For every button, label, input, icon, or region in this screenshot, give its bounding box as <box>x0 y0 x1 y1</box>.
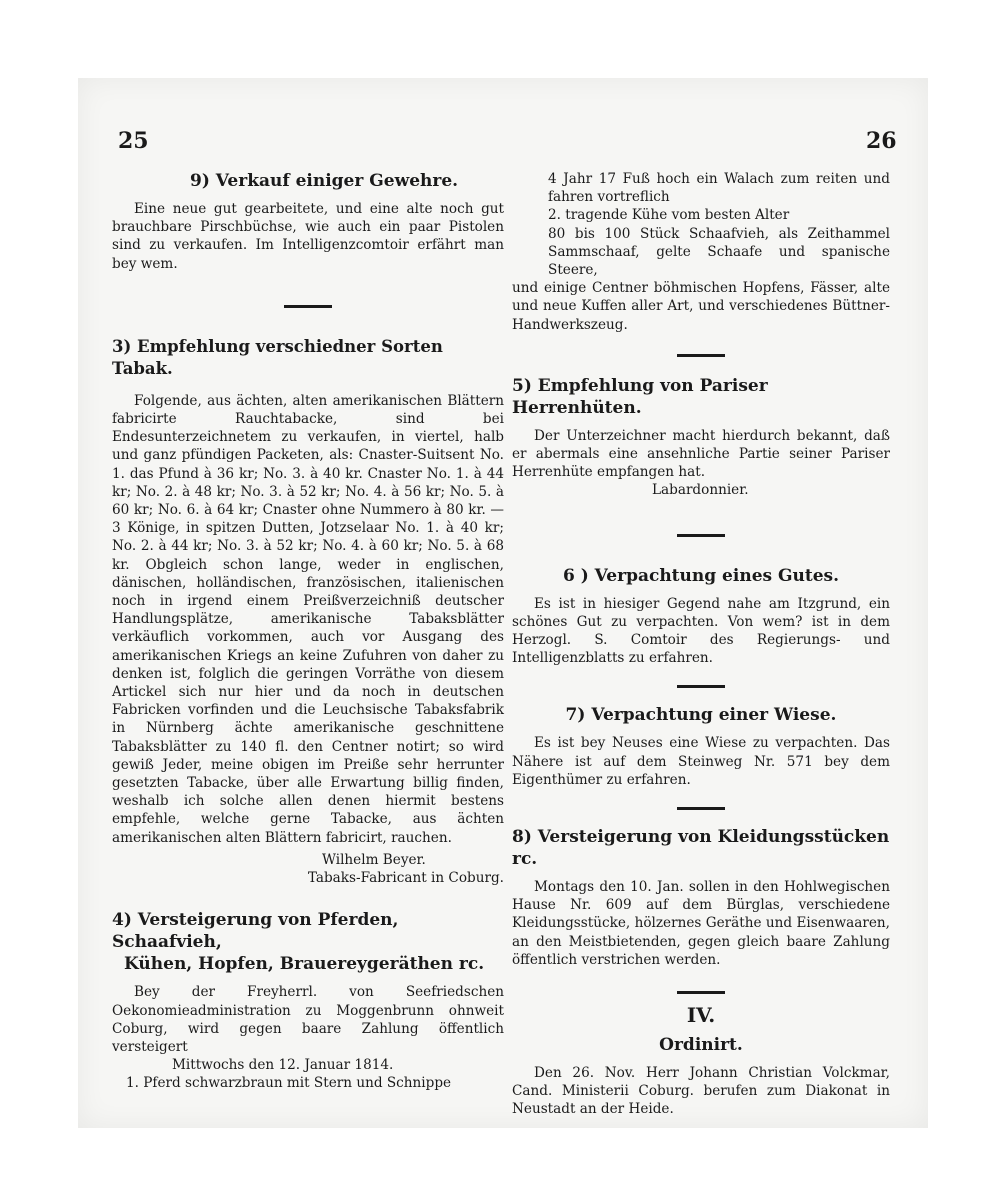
list-item: und einige Centner böhmischen Hopfens, Fässer, alte und neue Kuffen aller Art, und verschiedenes Büttner-Handwerkszeug. <box>512 280 890 333</box>
section-iv-numeral: IV. <box>686 1003 716 1028</box>
section-8-title: 8) Versteigerung von Kleidungsstücken rc. <box>512 827 890 870</box>
section-iv-body: Den 26. Nov. Herr Johann Christian Volckmar, Cand. Ministerii Coburg. berufen zum Diakonat in Neustadt an der Heide. <box>512 1065 890 1118</box>
section-4-items-continued <box>512 170 890 334</box>
page-number-right: 26 <box>866 128 897 154</box>
section-3-tabak <box>112 336 504 887</box>
section-4-item-1: 1. Pferd schwarzbraun mit Stern und Schnippe <box>126 1075 452 1092</box>
section-5-title: 5) Empfehlung von Pariser Herrenhüten. <box>512 375 768 418</box>
list-item: 4 Jahr 17 Fuß hoch ein Walach zum reiten und fahren vortreflich <box>548 171 890 206</box>
section-divider <box>677 991 725 994</box>
section-5-herrenhuete <box>512 375 890 500</box>
list-item: 80 bis 100 Stück Schaafvieh, als Zeithammel Sammschaaf, gelte Schaafe und spanische Steere, <box>548 225 890 279</box>
section-6-body: Es ist in hiesiger Gegend nahe am Itzgrund, ein schönes Gut zu verpachten. Von wem? ist in dem Herzogl. S. Comtoir des Regierungs- und Intelligenzblatts zu erfahren. <box>512 595 890 667</box>
section-divider <box>677 807 725 810</box>
section-4-body: Bey der Freyherrl. von Seefriedschen Oekonomieadministration zu Moggenbrunn ohnweit Coburg, wird gegen baare Zahlung öffentlich versteigert <box>112 984 504 1055</box>
section-divider <box>677 685 725 688</box>
section-5-body: Der Unterzeichner macht hierdurch bekannt, daß er abermals eine ansehnliche Partie seiner Pariser Herrenhüte empfangen hat. <box>512 427 890 481</box>
section-6-title: 6 ) Verpachtung eines Gutes. <box>562 565 840 586</box>
section-8-body: Montags den 10. Jan. sollen in den Hohlwegischen Hause Nr. 609 auf dem Bürglas, verschiedene Kleidungsstücke, hölzernes Geräthe und Eisenwaaren, an den Meistbietenden, gegen gleich baare Zahlung öffentlich verstrichen werden. <box>512 879 890 968</box>
section-4-title-line2: Kühen, Hopfen, Brauereygeräthen rc. <box>124 954 485 975</box>
section-3-signature-title: Tabaks-Fabricant in Coburg. <box>307 870 504 887</box>
section-7-title: 7) Verpachtung einer Wiese. <box>565 705 837 726</box>
section-4-versteigerung <box>112 909 504 1092</box>
section-4-date: Mittwochs den 12. Januar 1814. <box>172 1057 394 1074</box>
section-iv-ordinirt <box>512 1004 890 1119</box>
section-iv-heading: Ordinirt. <box>659 1035 743 1056</box>
page-number-left: 25 <box>118 128 149 154</box>
section-9-title: 9) Verkauf einiger Gewehre. <box>190 171 459 191</box>
section-8-kleidung <box>512 826 890 969</box>
section-6-gut <box>512 565 890 668</box>
list-item: 2. tragende Kühe vom besten Alter <box>548 207 790 224</box>
section-3-body: Folgende, aus ächten, alten amerikanischen Blättern fabricirte Rauchtabacke, sind bei Endesunterzeichnetem zu verkaufen, in viertel, halb und ganz pfündigen Packeten, als: Cnaster-Suitsent No. 1. das Pfund à 36 kr; No. 3. à 40 kr. Cnaster No. 1. à 44 kr; No. 2. à 48 kr; No. 3. à 52 kr; No. 4. à 56 kr; No. 5. à 60 kr; No. 6. à 64 kr; Cnaster ohne Nummero à 80 kr. — 3 Könige, in spitzen Dutten, Jotzselaar No. 1. à 40 kr; No. 2. à 44 kr; No. 3. à 52 kr; No. 4. à 60 kr; No. 5. à 68 kr. Obgleich schon lange, weder in englischen, dänischen, holländischen, französischen, italienischen noch in irgend einem Preißverzeichniß deutscher Handlungsplätze, amerikanische Tabaksblätter verkäuflich vorkommen, auch vor Ausgang des amerikanischen Kriegs an keine Zufuhren von daher zu denken ist, folglich die geringen Vorräthe von diesem Artickel sich nur hier und da noch in deutschen Fabricken vorfinden und die Leuchsische Tabaksfabrik in Nürnberg ächte amerikanische geschnittene Tabaksblätter zu 140 fl. den Centner notirt; so wird gewiß Jeder, meine obigen im Preiße sehr herrunter gesetzten Tabacke, über alle Erwartung billig finden, weshalb ich solche allen denen hiermit bestens empfehle, welche gerne Tabacke, aus ächten amerikanischen alten Blättern fabricirt, rauchen. <box>112 392 504 846</box>
section-divider <box>284 305 332 308</box>
section-9-gewehre <box>112 170 504 273</box>
section-4-title-line1: 4) Versteigerung von Pferden, Schaafvieh, <box>112 910 399 953</box>
section-divider <box>677 354 725 357</box>
section-7-body: Es ist bey Neuses eine Wiese zu verpachten. Das Nähere ist auf dem Steinweg Nr. 571 bey dem Eigenthümer zu erfahren. <box>512 735 890 788</box>
right-column <box>512 170 890 1119</box>
section-3-title: 3) Empfehlung verschiedner Sorten Tabak. <box>112 336 443 378</box>
section-7-wiese <box>512 704 890 789</box>
section-3-signature-name: Wilhelm Beyer. <box>322 851 426 868</box>
section-divider <box>677 534 725 537</box>
section-9-body: Eine neue gut gearbeitete, und eine alte noch gut brauchbare Pirschbüchse, wie auch ein paar Pistolen sind zu verkaufen. Im Intelligenzcomtoir erfährt man bey wem. <box>112 201 504 272</box>
left-column <box>112 170 504 1093</box>
section-5-signature: Labardonnier. <box>652 482 749 499</box>
